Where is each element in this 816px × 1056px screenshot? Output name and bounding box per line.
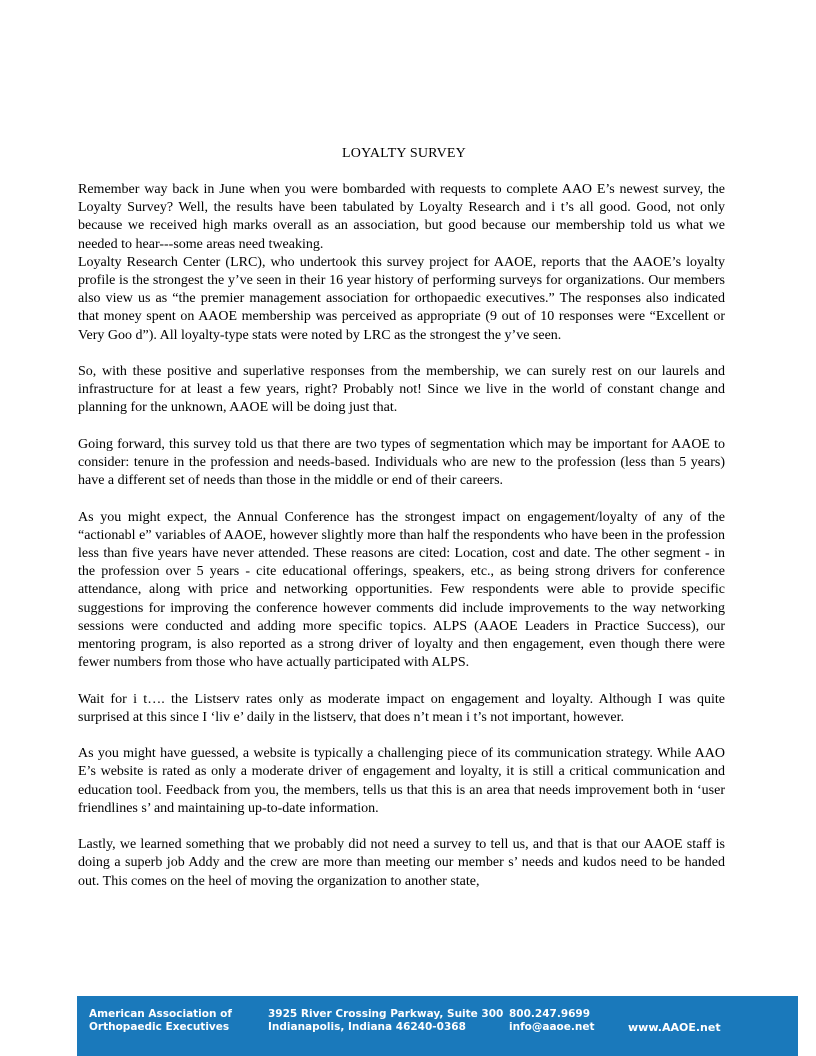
website-url: www.AAOE.net — [628, 1021, 721, 1034]
email-address: info@aaoe.net — [509, 1021, 595, 1033]
org-name-line-2: Orthopaedic Executives — [89, 1021, 230, 1033]
address-line-1: 3925 River Crossing Parkway, Suite 300 — [268, 1008, 504, 1020]
paragraph-intro: Remember way back in June when you were bombarded with requests to complete AAO E’s newest survey, the Loyalty Survey? Well, the results have been tabulated by Loyalty Research and i t’s all good. Good, not only because we received high marks overall as an association, but good because our membership told us what we needed to hear---some areas need tweaking. — [78, 182, 725, 252]
page-title: LOYALTY SURVEY — [342, 146, 466, 161]
paragraph-conference: As you might expect, the Annual Conference has the strongest impact on engagement/loyalty of any of the “actionabl e” variables of AAOE, however slightly more than half the respondents who have been in the profession less than five years have never attended. These reasons are cited: Location, cost and date. The other segment - in the profession over 5 years - cite educational offerings, speakers, etc., as being strong drivers for conference attendance, along with price and networking opportunities. Few respondents were able to provide specific suggestions for improving the conference however comments did include improvements to the way networking sessions were conducted and adding more specific topics. ALPS (AAOE Leaders in Practice Success), our mentoring program, is also reported as a strong driver of loyalty and then engagement, even though there were fewer numbers from those who have actually participated with ALPS. — [78, 509, 725, 671]
phone-number: 800.247.9699 — [509, 1008, 591, 1020]
paragraph-listserv: Wait for i t…. the Listserv rates only as moderate impact on engagement and loyalty. Although I was quite surprised at this since I ‘liv e’ daily in the listserv, that does n’t mean i t’s not important, however. — [78, 691, 725, 725]
paragraph-lrc: Loyalty Research Center (LRC), who undertook this survey project for AAOE, reports that the AAOE’s loyalty profile is the strongest the y’ve seen in their 16 year history of performing surveys for organizations. Our members also view us as “the premier management association for orthopaedic executives.” The responses also indicated that money spent on AAOE membership was perceived as appropriate (9 out of 10 responses were “Excellent or Very Goo d”). All loyalty-type stats were noted by LRC as the strongest the y’ve seen. — [78, 254, 725, 343]
document-body — [78, 181, 725, 891]
paragraph-segmentation: Going forward, this survey told us that there are two types of segmentation which may be important for AAOE to consider: tenure in the profession and needs-based. Individuals who are new to the profession (less than 5 years) have a different set of needs than those in the middle or end of their careers. — [78, 436, 725, 489]
paragraph-staff: Lastly, we learned something that we probably did not need a survey to tell us, and that is that our AAOE staff is doing a superb job Addy and the crew are more than meeting our member s’ needs and kudos need to be handed out. This comes on the heel of moving the organization to another state, — [78, 837, 725, 889]
address-line-2: Indianapolis, Indiana 46240-0368 — [268, 1021, 466, 1033]
paragraph-website: As you might have guessed, a website is typically a challenging piece of its communication strategy. While AAO E’s website is rated as only a moderate driver of engagement and loyalty, it is still a critical communication and education tool. Feedback from you, the members, tells us that this is an area that needs improvement both in ‘user friendlines s’ and maintaining up-to-date information. — [78, 746, 725, 816]
org-name-line-1: American Association of — [89, 1008, 232, 1020]
letterhead-footer — [77, 996, 798, 1056]
footer-address — [268, 1008, 503, 1034]
footer-contact — [509, 1008, 594, 1034]
footer-organization — [89, 1008, 232, 1034]
paragraph-laurels: So, with these positive and superlative responses from the membership, we can surely rest on our laurels and infrastructure for at least a few years, right? Probably not! Since we live in the world of constant change and planning for the unknown, AAOE will be doing just that. — [78, 364, 725, 416]
